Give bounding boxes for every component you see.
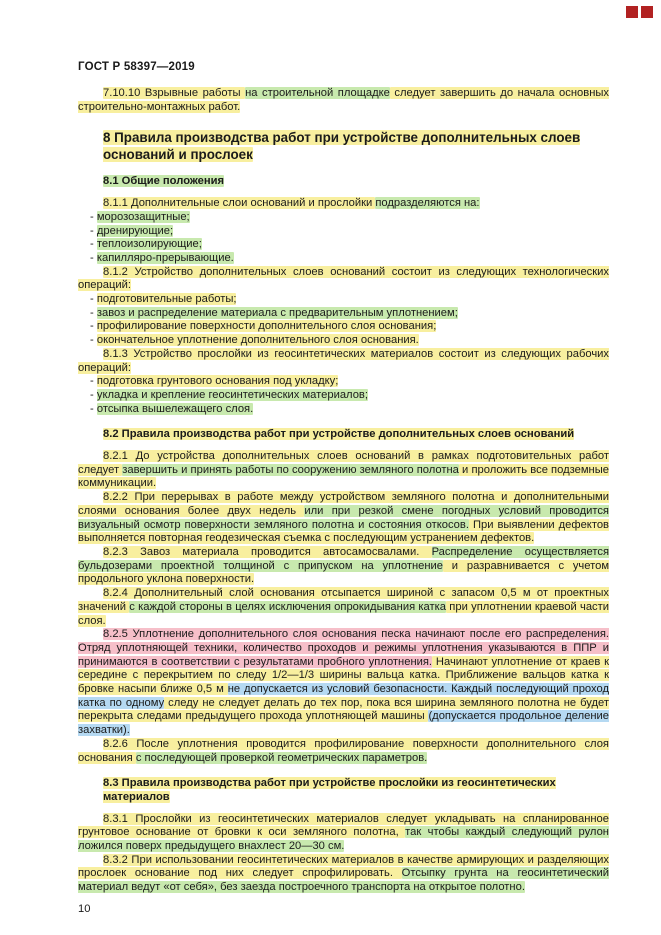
subsection-heading-8-1 xyxy=(78,175,609,189)
text-segment: капилляро-прерывающие. xyxy=(96,251,234,264)
paragraph-8-3-1 xyxy=(78,813,609,854)
text-segment: 8.1.1 Дополнительные слои оснований и прослойки xyxy=(103,197,376,210)
list-item xyxy=(78,334,609,348)
text-segment: при уплотнении краевой части слоя. xyxy=(78,600,610,627)
text-segment: - xyxy=(90,402,97,415)
list-item xyxy=(78,225,609,239)
text-segment: так чтобы каждый следующий рулон ложился поверх предыдущего внахлест 20—30 см. xyxy=(78,826,609,853)
text-segment: 8.2.3 Завоз материала проводится автосамосвалами. xyxy=(103,545,432,558)
text-segment: 7.10.10 Взрывные работы xyxy=(103,87,246,99)
document-header: ГОСТ Р 58397—2019 xyxy=(78,61,195,73)
text-segment: - xyxy=(90,306,97,319)
text-segment: - xyxy=(90,334,97,347)
text-segment: 8.2.1 До устройства дополнительных слоев оснований в рамках подготовительных работ следует xyxy=(78,450,609,476)
list-item xyxy=(78,252,609,266)
text-segment: - xyxy=(90,210,97,223)
text-segment: 8.3.2 При использовании геосинтетических материалов в качестве армирующих и разделяющих прослоек основание под них следует спрофилировать. xyxy=(78,853,609,880)
text-segment: 8.1.3 Устройство прослойки из геосинтетических материалов состоит из следующих рабочих операций: xyxy=(78,347,609,374)
corner-marks xyxy=(626,6,653,18)
list-item xyxy=(78,403,609,417)
text-segment: 8.1.2 Устройство дополнительных слоев оснований состоит из следующих технологических операций: xyxy=(78,265,609,292)
text-segment: подготовка грунтового основания под укладку; xyxy=(96,375,339,388)
text-segment: не допускается из условий безопасности. Каждый последующий проход катка по одному xyxy=(78,683,609,709)
text-segment: с каждой стороны в целях исключения опрокидывания катка xyxy=(129,600,447,613)
text-segment: укладка и крепление геосинтетических материалов; xyxy=(96,388,368,401)
text-segment: 8.2 Правила производства работ при устройстве дополнительных слоев оснований xyxy=(103,428,575,441)
section-heading-8 xyxy=(78,130,609,163)
paragraph-8-2-4 xyxy=(78,587,609,628)
text-segment: - xyxy=(90,224,97,237)
text-segment: с последующей проверкой геометрических параметров. xyxy=(135,751,428,764)
paragraph-8-1-3 xyxy=(78,348,609,375)
text-segment: теплоизолирующие; xyxy=(96,238,202,251)
text-segment: и разравнивается с учетом продольного уклона поверхности. xyxy=(78,559,610,586)
paragraph-8-3-2 xyxy=(78,854,609,895)
text-segment: - xyxy=(90,388,97,401)
text-segment: 8.2.4 Дополнительный слой основания отсыпается шириной с запасом 0,5 м от проектных значений xyxy=(78,587,609,613)
text-segment: 8.3 Правила производства работ при устройстве прослойки из геосинтетических материалов xyxy=(103,777,556,803)
list-item xyxy=(78,238,609,252)
text-segment: - xyxy=(90,293,97,306)
corner-mark xyxy=(641,6,653,18)
text-segment: и проложить все подземные коммуникации. xyxy=(78,463,609,490)
text-segment: на строительной площадке xyxy=(245,87,390,99)
text-segment: 8.2.6 После уплотнения проводится профилирование поверхности дополнительного слоя основания xyxy=(78,737,609,764)
text-segment: подразделяются на: xyxy=(375,197,480,210)
paragraph-8-1-1 xyxy=(78,197,609,211)
text-segment: 8.1 Общие положения xyxy=(103,175,225,188)
text-segment: морозозащитные; xyxy=(96,210,190,223)
list-item xyxy=(78,389,609,403)
document-body xyxy=(78,87,609,895)
text-segment: Распределение осуществляется бульдозерами проектной толщиной с припуском на уплотнение xyxy=(78,545,609,572)
list-item xyxy=(78,307,609,321)
list-item xyxy=(78,293,609,307)
paragraph-8-2-1 xyxy=(78,450,609,491)
text-segment: - xyxy=(90,320,97,333)
text-segment: отсыпка вышележащего слоя. xyxy=(96,402,254,415)
page-number: 10 xyxy=(78,902,91,915)
text-segment: 8.2.2 При перерывах в работе между устройством земляного полотна и дополнительными слоями основания более двух недель xyxy=(78,491,609,517)
text-segment: При выявлении дефектов выполняется повторная геодезическая съемка с последующим устранением дефектов. xyxy=(78,518,609,545)
text-segment: - xyxy=(90,375,97,388)
text-segment: (допускается продольное деление захватки). xyxy=(78,710,609,737)
text-segment: 8 Правила производства работ при устройстве дополнительных слоев оснований и прослоек xyxy=(103,130,581,162)
subsection-heading-8-3 xyxy=(78,777,609,804)
text-segment: завершить и принять работы по сооружению земляного полотна xyxy=(122,463,459,476)
text-segment: 8.3.1 Прослойки из геосинтетических материалов следует укладывать на спланированное грунтовое основание от бровки к оси земляного полотна, xyxy=(78,812,609,839)
list-item xyxy=(78,211,609,225)
text-segment: Начинают уплотнение от краев к середине с перекрытием по следу 1/2—1/3 ширины вальца катка. Приближение вальцов катка к бровке насыпи ближе 0,5 м xyxy=(78,655,610,696)
text-segment: профилирование поверхности дополнительного слоя основания; xyxy=(96,320,437,333)
list-item xyxy=(78,375,609,389)
paragraph-8-2-3 xyxy=(78,546,609,587)
text-segment: Отсыпку грунта на геосинтетический материал ведут «от себя», без заезда построечного транспорта на открытое полотно. xyxy=(78,867,610,894)
corner-mark xyxy=(626,6,638,18)
text-segment: окончательное уплотнение дополнительного слоя основания. xyxy=(96,334,419,347)
paragraph-8-2-6 xyxy=(78,738,609,765)
paragraph-8-1-2 xyxy=(78,266,609,293)
list-item xyxy=(78,320,609,334)
document-content xyxy=(78,87,609,917)
paragraph-8-2-5 xyxy=(78,628,609,738)
subsection-heading-8-2 xyxy=(78,428,609,442)
text-segment: следует завершить до начала основных строительно-монтажных работ. xyxy=(78,87,610,113)
text-segment: - xyxy=(90,251,97,264)
text-segment: - xyxy=(90,238,97,251)
paragraph-8-2-2 xyxy=(78,491,609,546)
text-segment: дренирующие; xyxy=(96,224,174,237)
text-segment: следу не следует делать до тех пор, пока вся ширина земляного полотна не будет перекрыта следами предыдущего прохода уплотняющей машины xyxy=(78,696,609,723)
text-segment: или при резкой смене погодных условий проводится визуальный осмотр поверхности земляного полотна и состояния откосов. xyxy=(78,504,609,531)
text-segment: подготовительные работы; xyxy=(96,293,237,306)
text-segment: завоз и распределение материала с предварительным уплотнением; xyxy=(96,306,458,319)
paragraph-7-10-10 xyxy=(78,87,609,114)
text-segment: 8.2.5 Уплотнение дополнительного слоя основания песка начинают после его распределения. Отряд уплотняющей техники, количество проходов и режимы уплотнения указываются в ППР и принимаются в соответствии с результатами пробного уплотнения. xyxy=(78,628,609,668)
